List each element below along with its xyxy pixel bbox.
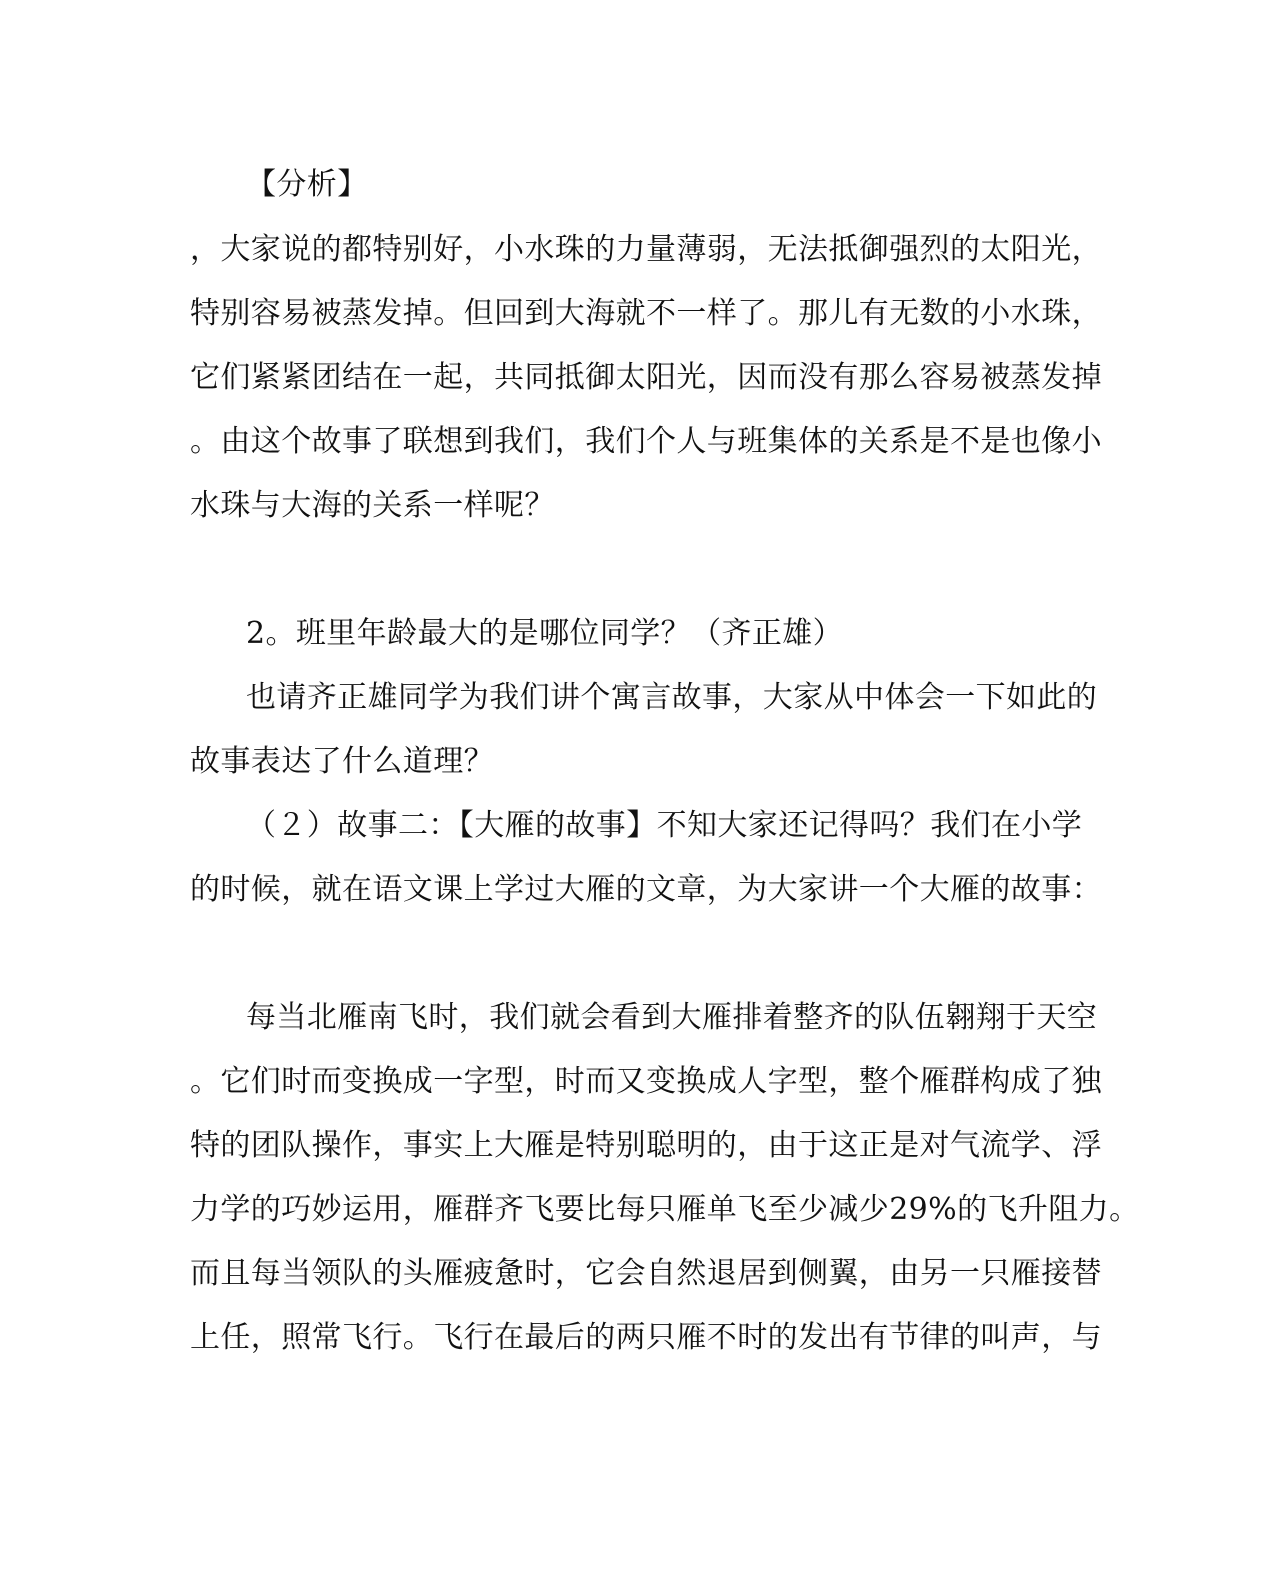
paragraph-line: 力学的巧妙运用，雁群齐飞要比每只雁单飞至少减少29%的飞升阻力。	[190, 1192, 1140, 1227]
paragraph-line: 它们紧紧团结在一起，共同抵御太阳光，因而没有那么容易被蒸发掉	[190, 360, 1102, 395]
paragraph-line: 。由这个故事了联想到我们，我们个人与班集体的关系是不是也像小	[190, 424, 1102, 459]
paragraph-line: 上任，照常飞行。飞行在最后的两只雁不时的发出有节律的叫声，与	[190, 1320, 1102, 1355]
paragraph-line: 而且每当领队的头雁疲惫时，它会自然退居到侧翼，由另一只雁接替	[190, 1256, 1102, 1291]
question-line: 2。班里年龄最大的是哪位同学？（齐正雄）	[246, 616, 844, 651]
paragraph-line: 也请齐正雄同学为我们讲个寓言故事，大家从中体会一下如此的	[246, 680, 1098, 715]
paragraph-line: ，大家说的都特别好，小水珠的力量薄弱，无法抵御强烈的太阳光，	[190, 232, 1102, 267]
paragraph-line: 。它们时而变换成一字型，时而又变换成人字型，整个雁群构成了独	[190, 1064, 1102, 1099]
paragraph-line: 水珠与大海的关系一样呢？	[190, 488, 555, 523]
paragraph-line: 特的团队操作，事实上大雁是特别聪明的，由于这正是对气流学、浮	[190, 1128, 1102, 1163]
section-heading-analysis: 【分析】	[246, 167, 368, 202]
paragraph-line: 特别容易被蒸发掉。但回到大海就不一样了。那儿有无数的小水珠，	[190, 296, 1102, 331]
paragraph-line: 的时候，就在语文课上学过大雁的文章，为大家讲一个大雁的故事：	[190, 872, 1102, 907]
paragraph-line: 故事表达了什么道理？	[190, 744, 494, 779]
paragraph-line: （２）故事二：【大雁的故事】不知大家还记得吗？我们在小学	[246, 808, 1083, 843]
paragraph-line: 每当北雁南飞时，我们就会看到大雁排着整齐的队伍翱翔于天空	[246, 1000, 1098, 1035]
